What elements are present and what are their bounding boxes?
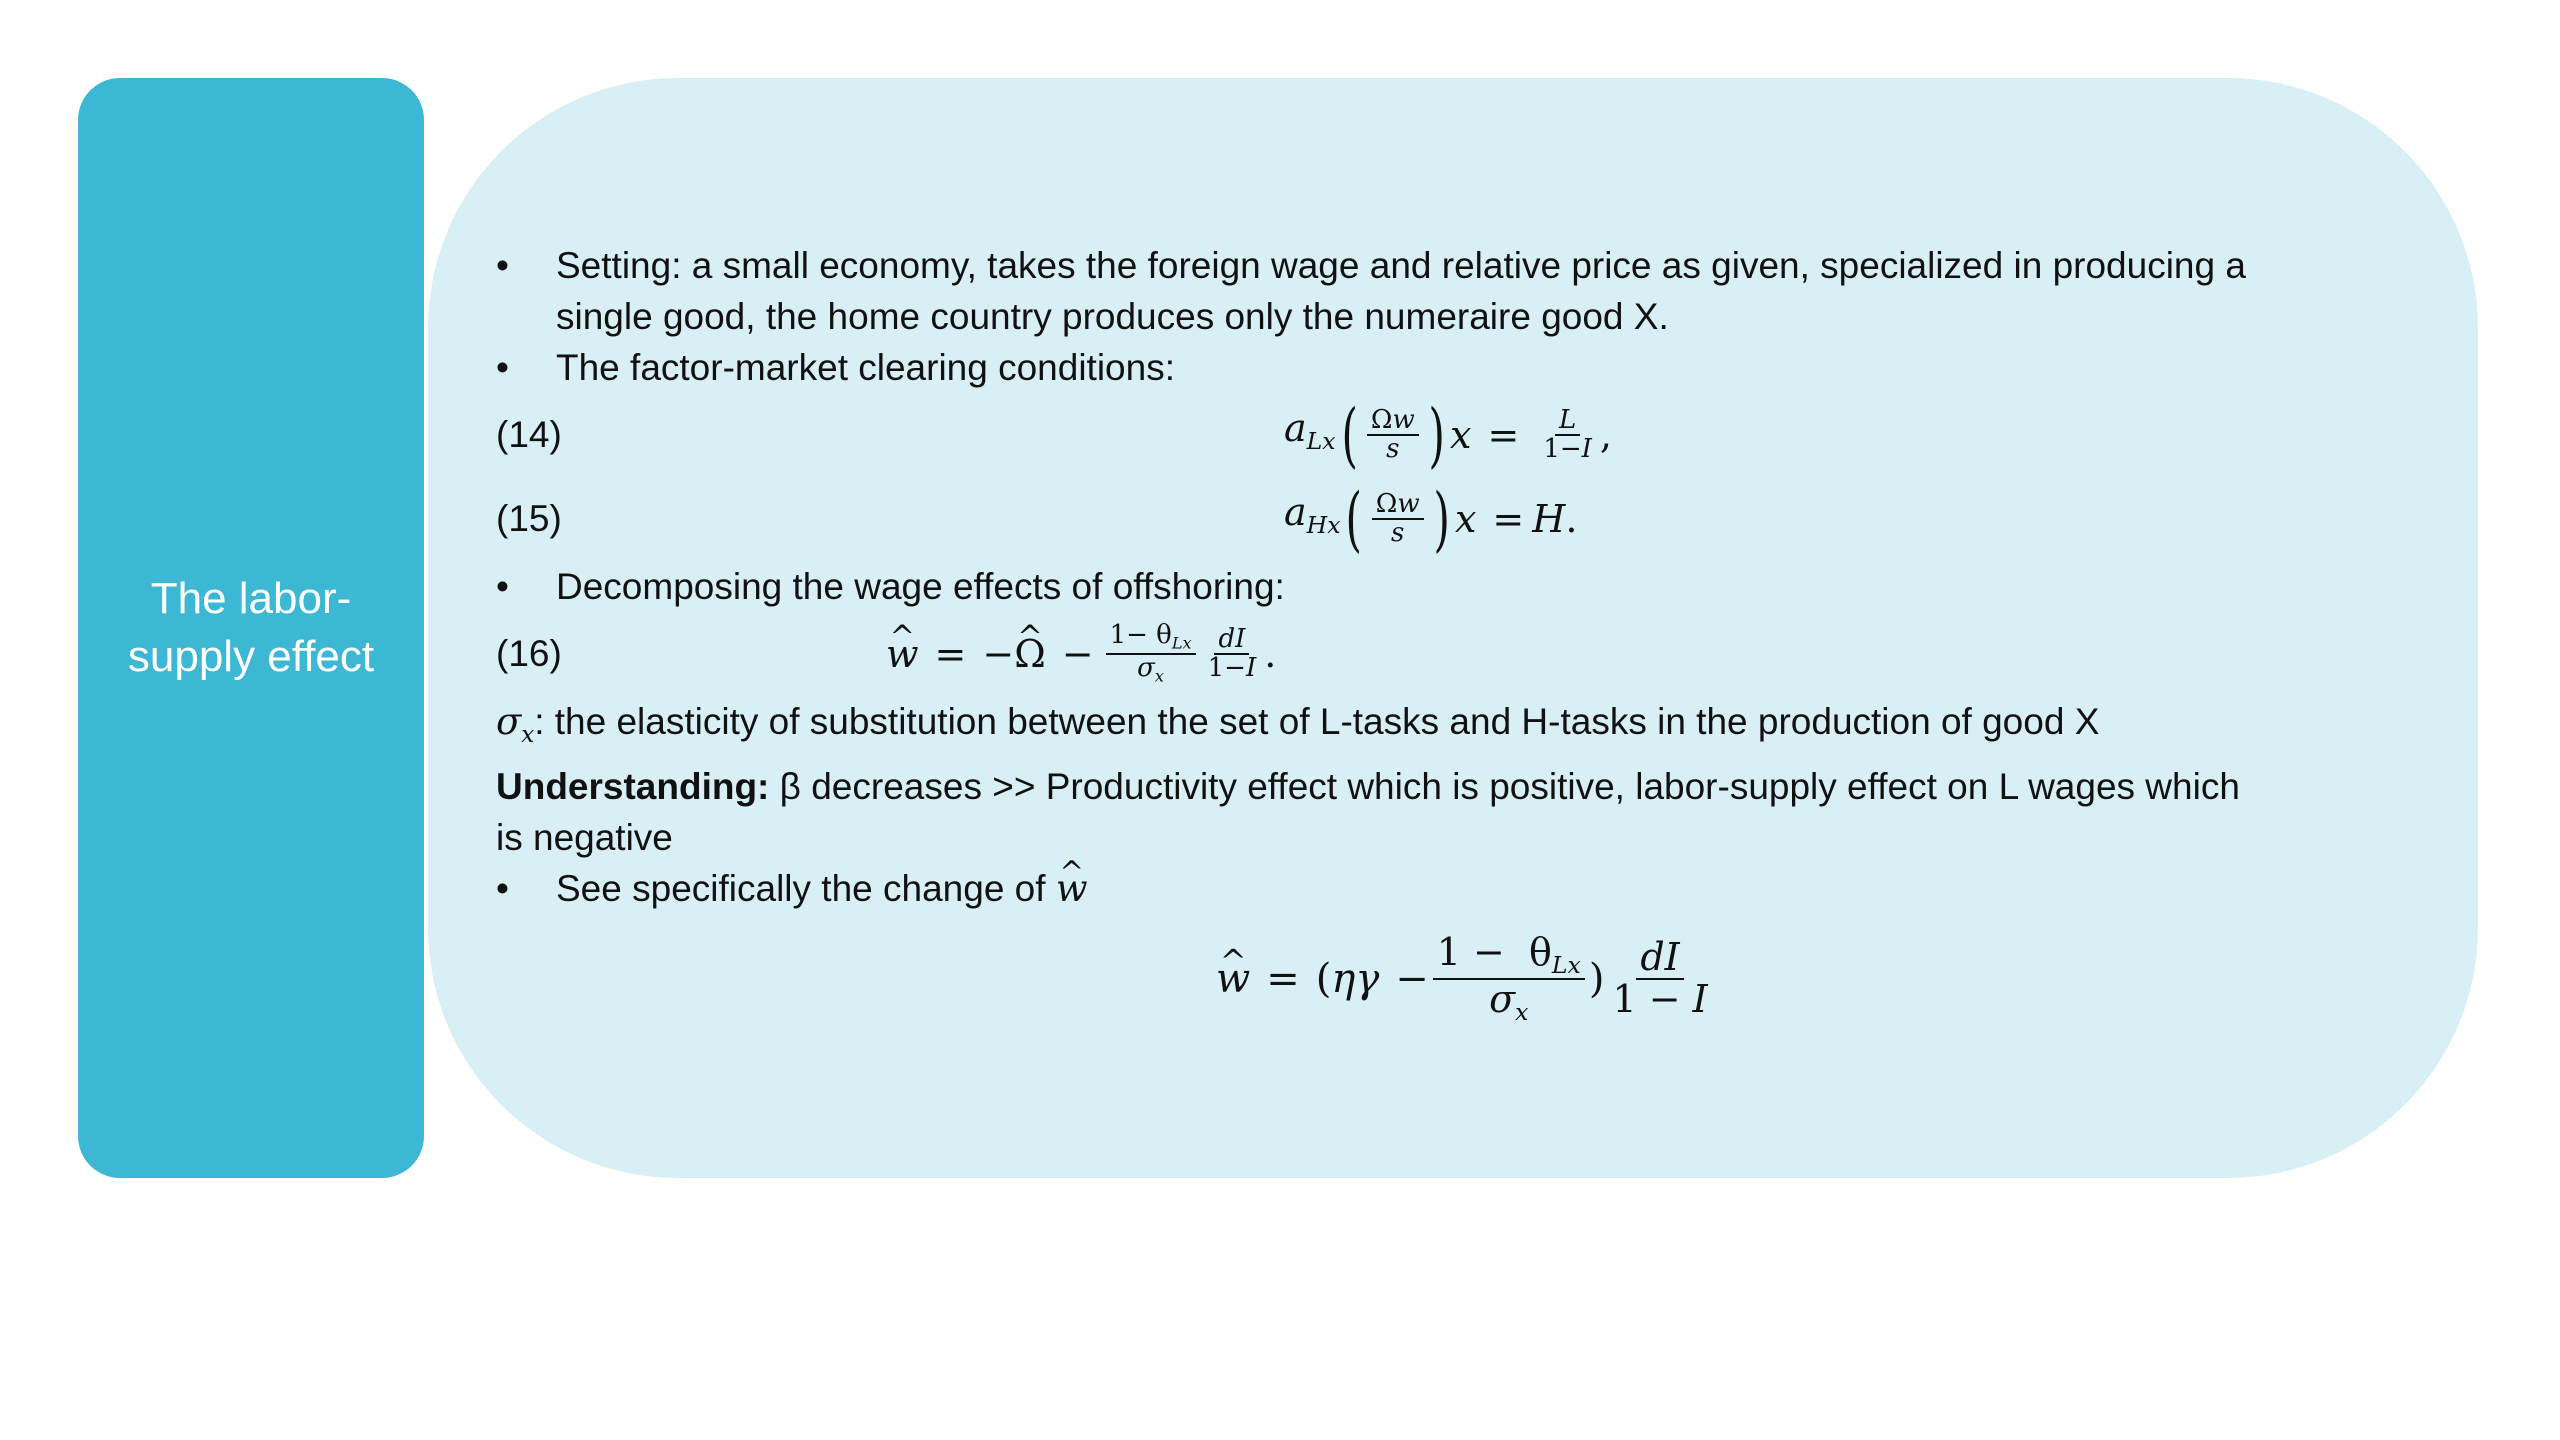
bullet-factor-market — [496, 342, 2396, 393]
equation-w-hat — [496, 914, 2396, 1044]
equation-16-number: (16) — [496, 633, 562, 674]
bullet-setting-line2: single good, the home country produces only the numeraire good X. — [556, 296, 1669, 337]
equation-w-hat-formula: ^ w = ( ηγ − $\frac{1 - \theta_{Lx}}{\sigma_x}$ ) $\frac{dI}{1 - I}$ — [1216, 914, 1716, 1044]
section-title-line2: supply effect — [127, 632, 375, 681]
sigma-definition-text: : the elasticity of substitution between the set of L-tasks and H-tasks in the production of good X — [534, 701, 2100, 742]
equation-16-formula: ^ w = − ^ Ω − $\frac{1- \theta_{Lx}}{\sigma_x}$ $\frac{dI}{1-I}$ . — [886, 612, 1276, 696]
equation-15-formula: $a_{Hx}$ ( $\frac{\Omega w}{s}$ ) x = H . — [1284, 478, 1578, 560]
understanding-label: Understanding: — [496, 766, 770, 808]
bullet-change-of-w — [496, 863, 2396, 914]
bullet-dot: • — [496, 868, 509, 910]
equation-16 — [496, 612, 2396, 696]
sigma-definition — [496, 696, 2396, 761]
understanding-paragraph — [496, 761, 2396, 863]
bullet-change-of-w-text: See specifically the change of — [556, 868, 1056, 910]
bullet-dot: • — [496, 245, 509, 286]
section-label-panel — [78, 78, 424, 1178]
bullet-decomposing — [496, 561, 2396, 612]
understanding-text: β decreases >> Productivity effect which is positive, labor-supply effect on L wages which — [769, 766, 2240, 808]
equation-14-formula: $a_{Lx}$ ( $\frac{\Omega w}{s}$ ) x = $\frac{L}{1-I}$ , — [1284, 394, 1613, 476]
equation-14-number: (14) — [496, 414, 562, 455]
section-title — [128, 570, 374, 686]
understanding-text-line2: is negative — [496, 817, 673, 859]
section-title-line1: The labor- — [150, 574, 352, 623]
bullet-dot: • — [496, 566, 509, 607]
equation-15-number: (15) — [496, 498, 562, 539]
bullet-decomposing-text: Decomposing the wage effects of offshoring: — [556, 566, 1285, 607]
bullet-factor-market-text: The factor-market clearing conditions: — [556, 347, 1175, 388]
bullet-setting-line1: Setting: a small economy, takes the foreign wage and relative price as given, specialized in producing a — [556, 245, 2246, 286]
equation-14 — [496, 393, 2396, 477]
bullet-dot: • — [496, 347, 509, 388]
bullet-setting — [496, 240, 2396, 342]
slide-content — [496, 240, 2396, 1044]
w-hat-symbol: ^ w — [1056, 863, 1088, 914]
sigma-symbol: $\sigma_x$ — [496, 700, 535, 749]
equation-15 — [496, 477, 2396, 561]
